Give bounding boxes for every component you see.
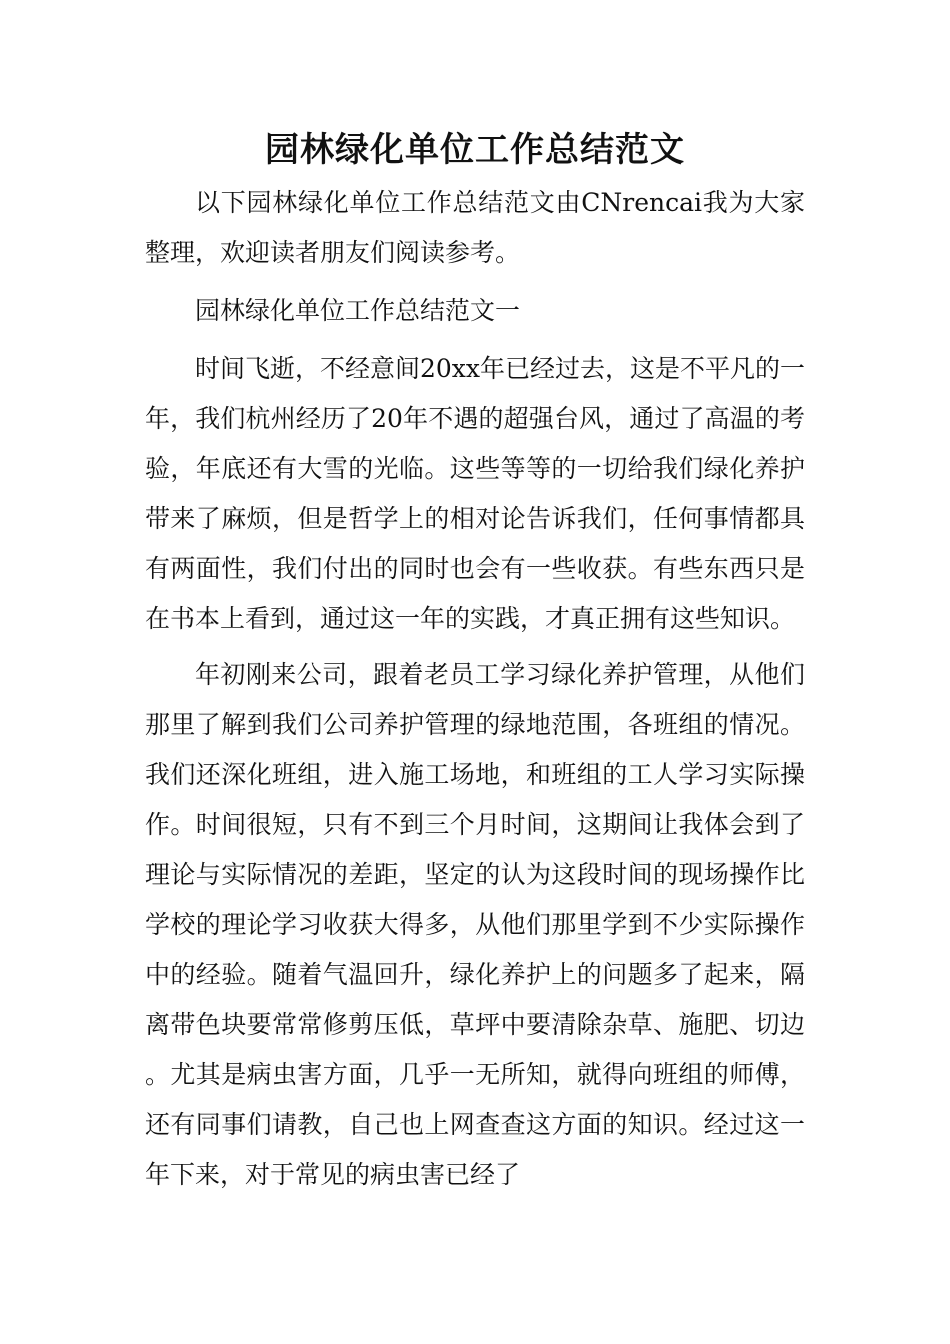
document-title: 园林绿化单位工作总结范文 xyxy=(265,130,685,170)
body-paragraph-2: 年初刚来公司，跟着老员工学习绿化养护管理，从他们那里了解到我们公司养护管理的绿地范围，各班组的情况。我们还深化班组，进入施工场地，和班组的工人学习实际操作。时间很短，只有不到三个月时间，这期间让我体会到了理论与实际情况的差距，坚定的认为这段时间的现场操作比学校的理论学习收获大得多，从他们那里学到不少实际操作中的经验。随着气温回升，绿化养护上的问题多了起来，隔离带色块要常常修剪压低，草坪中要清除杂草、施肥、切边。尤其是病虫害方面，几乎一无所知，就得向班组的师傅，还有同事们请教，自己也上网查查这方面的知识。经过这一年下来，对于常见的病虫害已经了 xyxy=(145,660,805,1189)
intro-paragraph: 以下园林绿化单位工作总结范文由CNrencai我为大家整理，欢迎读者朋友们阅读参考。 xyxy=(145,188,805,267)
document-page xyxy=(145,122,805,1200)
body-paragraph-1: 时间飞逝，不经意间20xx年已经过去，这是不平凡的一年，我们杭州经历了20年不遇的超强台风，通过了高温的考验，年底还有大雪的光临。这些等等的一切给我们绿化养护带来了麻烦，但是哲学上的相对论告诉我们，任何事情都具有两面性，我们付出的同时也会有一些收获。有些东西只是在书本上看到，通过这一年的实践，才真正拥有这些知识。 xyxy=(145,354,806,633)
section-heading: 园林绿化单位工作总结范文一 xyxy=(195,296,521,325)
